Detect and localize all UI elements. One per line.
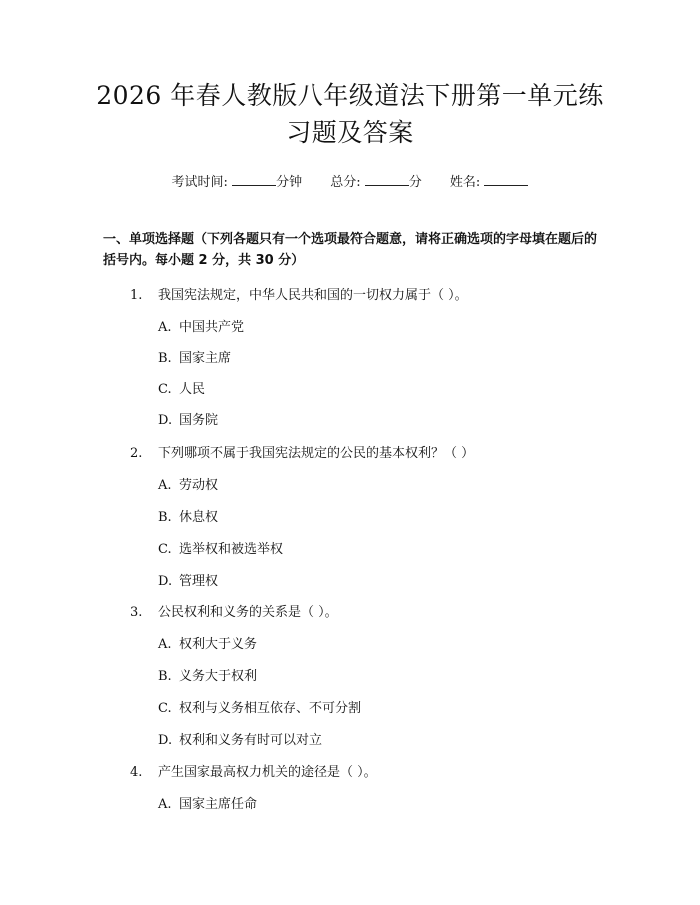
option-letter: C. [158,701,172,716]
score-label: 总分: [330,175,361,190]
title-line-2: 习题及答案 [286,118,414,147]
option-text: 劳动权 [179,478,219,493]
name-blank[interactable] [484,173,528,186]
question-1 [130,284,468,303]
question-number: 1. [130,288,143,303]
option-1b[interactable] [158,347,231,366]
question-4 [130,761,377,780]
time-label: 考试时间: [171,175,228,190]
question-text: 下列哪项不属于我国宪法规定的公民的基本权利？（ ） [158,446,475,461]
option-letter: D. [158,733,173,748]
option-letter: A. [158,637,172,652]
option-letter: B. [158,510,172,525]
title-line-1: 2026 年春人教版八年级道法下册第一单元练 [96,81,604,110]
question-text: 我国宪法规定，中华人民共和国的一切权力属于（ ）。 [158,288,468,303]
question-text: 公民权利和义务的关系是（ ）。 [158,605,338,620]
option-3b[interactable] [158,665,257,684]
question-3 [130,601,338,620]
option-text: 人民 [179,382,206,397]
score-unit: 分 [408,175,422,190]
option-1d[interactable] [158,409,218,428]
option-text: 中国共产党 [179,320,245,335]
option-letter: C. [158,382,172,397]
option-text: 休息权 [179,510,219,525]
total-score [330,171,422,190]
option-letter: D. [158,574,173,589]
document-title [40,78,660,151]
option-2a[interactable] [158,474,218,493]
option-2b[interactable] [158,506,218,525]
option-letter: A. [158,478,172,493]
score-blank[interactable] [365,173,409,186]
option-text: 义务大于权利 [179,669,258,684]
question-number: 4. [130,765,143,780]
option-3c[interactable] [158,697,361,716]
question-2 [130,442,474,461]
option-text: 选举权和被选举权 [179,542,284,557]
option-text: 国家主席任命 [179,797,258,812]
option-text: 权利与义务相互依存、不可分割 [179,701,362,716]
option-3a[interactable] [158,633,257,652]
time-blank[interactable] [232,173,276,186]
name-label: 姓名: [449,175,481,190]
time-unit: 分钟 [276,175,303,190]
option-1c[interactable] [158,378,205,397]
option-text: 权利和义务有时可以对立 [179,733,323,748]
question-number: 2. [130,446,143,461]
option-letter: A. [158,797,172,812]
question-text: 产生国家最高权力机关的途径是（ ）。 [158,765,377,780]
option-letter: B. [158,669,172,684]
option-2c[interactable] [158,538,283,557]
option-letter: B. [158,351,172,366]
option-4a[interactable] [158,793,257,812]
section-heading: 一、单项选择题（下列各题只有一个选项最符合题意，请将正确选项的字母填在题后的括号内。每小题 2 分，共 30 分） [103,232,598,268]
option-text: 国务院 [179,413,219,428]
option-3d[interactable] [158,729,322,748]
question-number: 3. [130,605,143,620]
option-text: 管理权 [179,574,219,589]
option-letter: A. [158,320,172,335]
option-1a[interactable] [158,316,244,335]
option-letter: C. [158,542,172,557]
option-text: 权利大于义务 [179,637,258,652]
student-name [450,171,529,190]
option-2d[interactable] [158,570,218,589]
exam-time [172,171,303,190]
option-text: 国家主席 [179,351,232,366]
option-letter: D. [158,413,173,428]
exam-meta [0,171,700,190]
